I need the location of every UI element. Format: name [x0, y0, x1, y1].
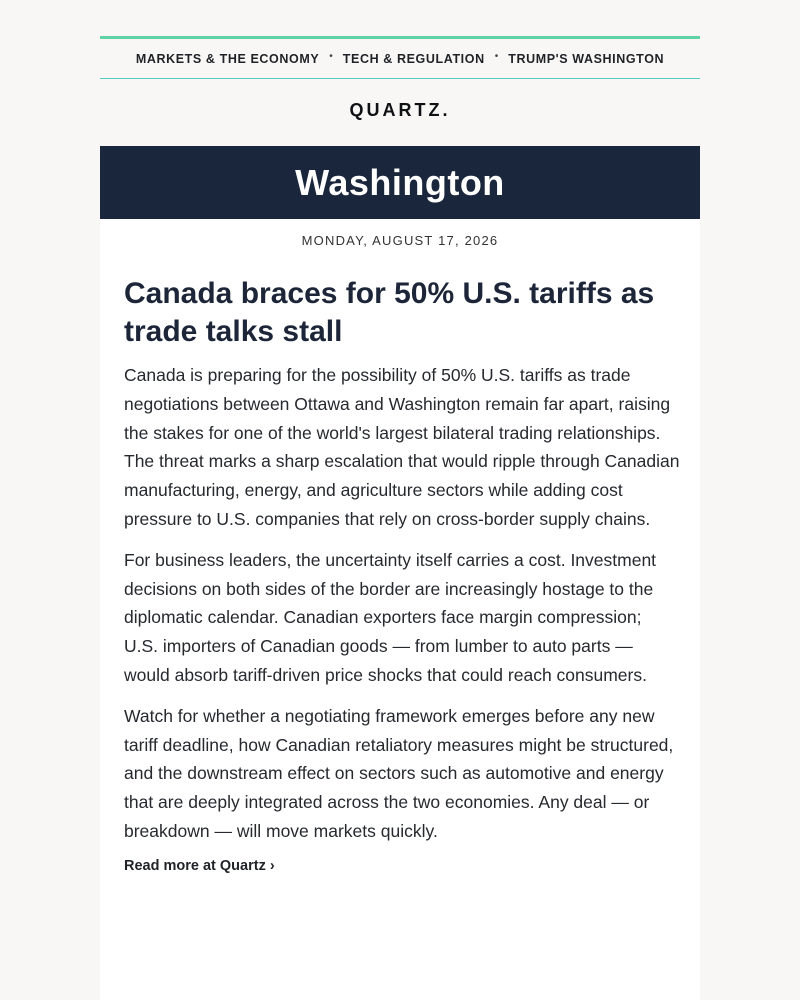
newsletter	[100, 0, 700, 1000]
nav-item-trumps-washington[interactable]: TRUMP'S WASHINGTON	[508, 51, 665, 66]
article-headline[interactable]: Canada braces for 50% U.S. tariffs as trade talks stall	[124, 277, 655, 348]
issue-date: MONDAY, AUGUST 17, 2026	[301, 233, 499, 248]
nav-item-markets-economy[interactable]: MARKETS & THE ECONOMY	[135, 51, 320, 66]
article	[124, 275, 680, 875]
read-more-link[interactable]: Read more at Quartz ›	[124, 857, 275, 874]
article-paragraph: Watch for whether a negotiating framework emerges before any new tariff deadline, how Canadian retaliatory measures might be structured, and the downstream effect on sectors such as automotive and energy that are deeply integrated across the two economies. Any deal — or breakdown — will move markets quickly.	[124, 705, 674, 841]
nav-separator: •	[494, 51, 499, 62]
article-paragraph: Canada is preparing for the possibility of 50% U.S. tariffs as trade negotiations between Ottawa and Washington remain far apart, raising the stakes for one of the world's largest bilateral trading relationships. The threat marks a sharp escalation that would ripple through Canadian manufacturing, energy, and agriculture sectors while adding cost pressure to U.S. companies that rely on cross-border supply chains.	[124, 365, 680, 529]
nav-separator: •	[329, 51, 333, 62]
section-banner	[100, 146, 700, 219]
nav-item-tech-regulation[interactable]: TECH & REGULATION	[342, 51, 485, 66]
section-nav	[100, 39, 700, 79]
article-paragraph: For business leaders, the uncertainty itself carries a cost. Investment decisions on both sides of the border are increasingly hostage to the diplomatic calendar. Canadian exporters face margin compression; U.S. importers of Canadian goods — from lumber to auto parts — would absorb tariff-driven price shocks that could reach consumers.	[124, 549, 657, 685]
brand-logo[interactable]: QUARTZ.	[349, 100, 451, 120]
section-title: Washington	[295, 161, 505, 203]
article-card	[100, 219, 700, 1000]
